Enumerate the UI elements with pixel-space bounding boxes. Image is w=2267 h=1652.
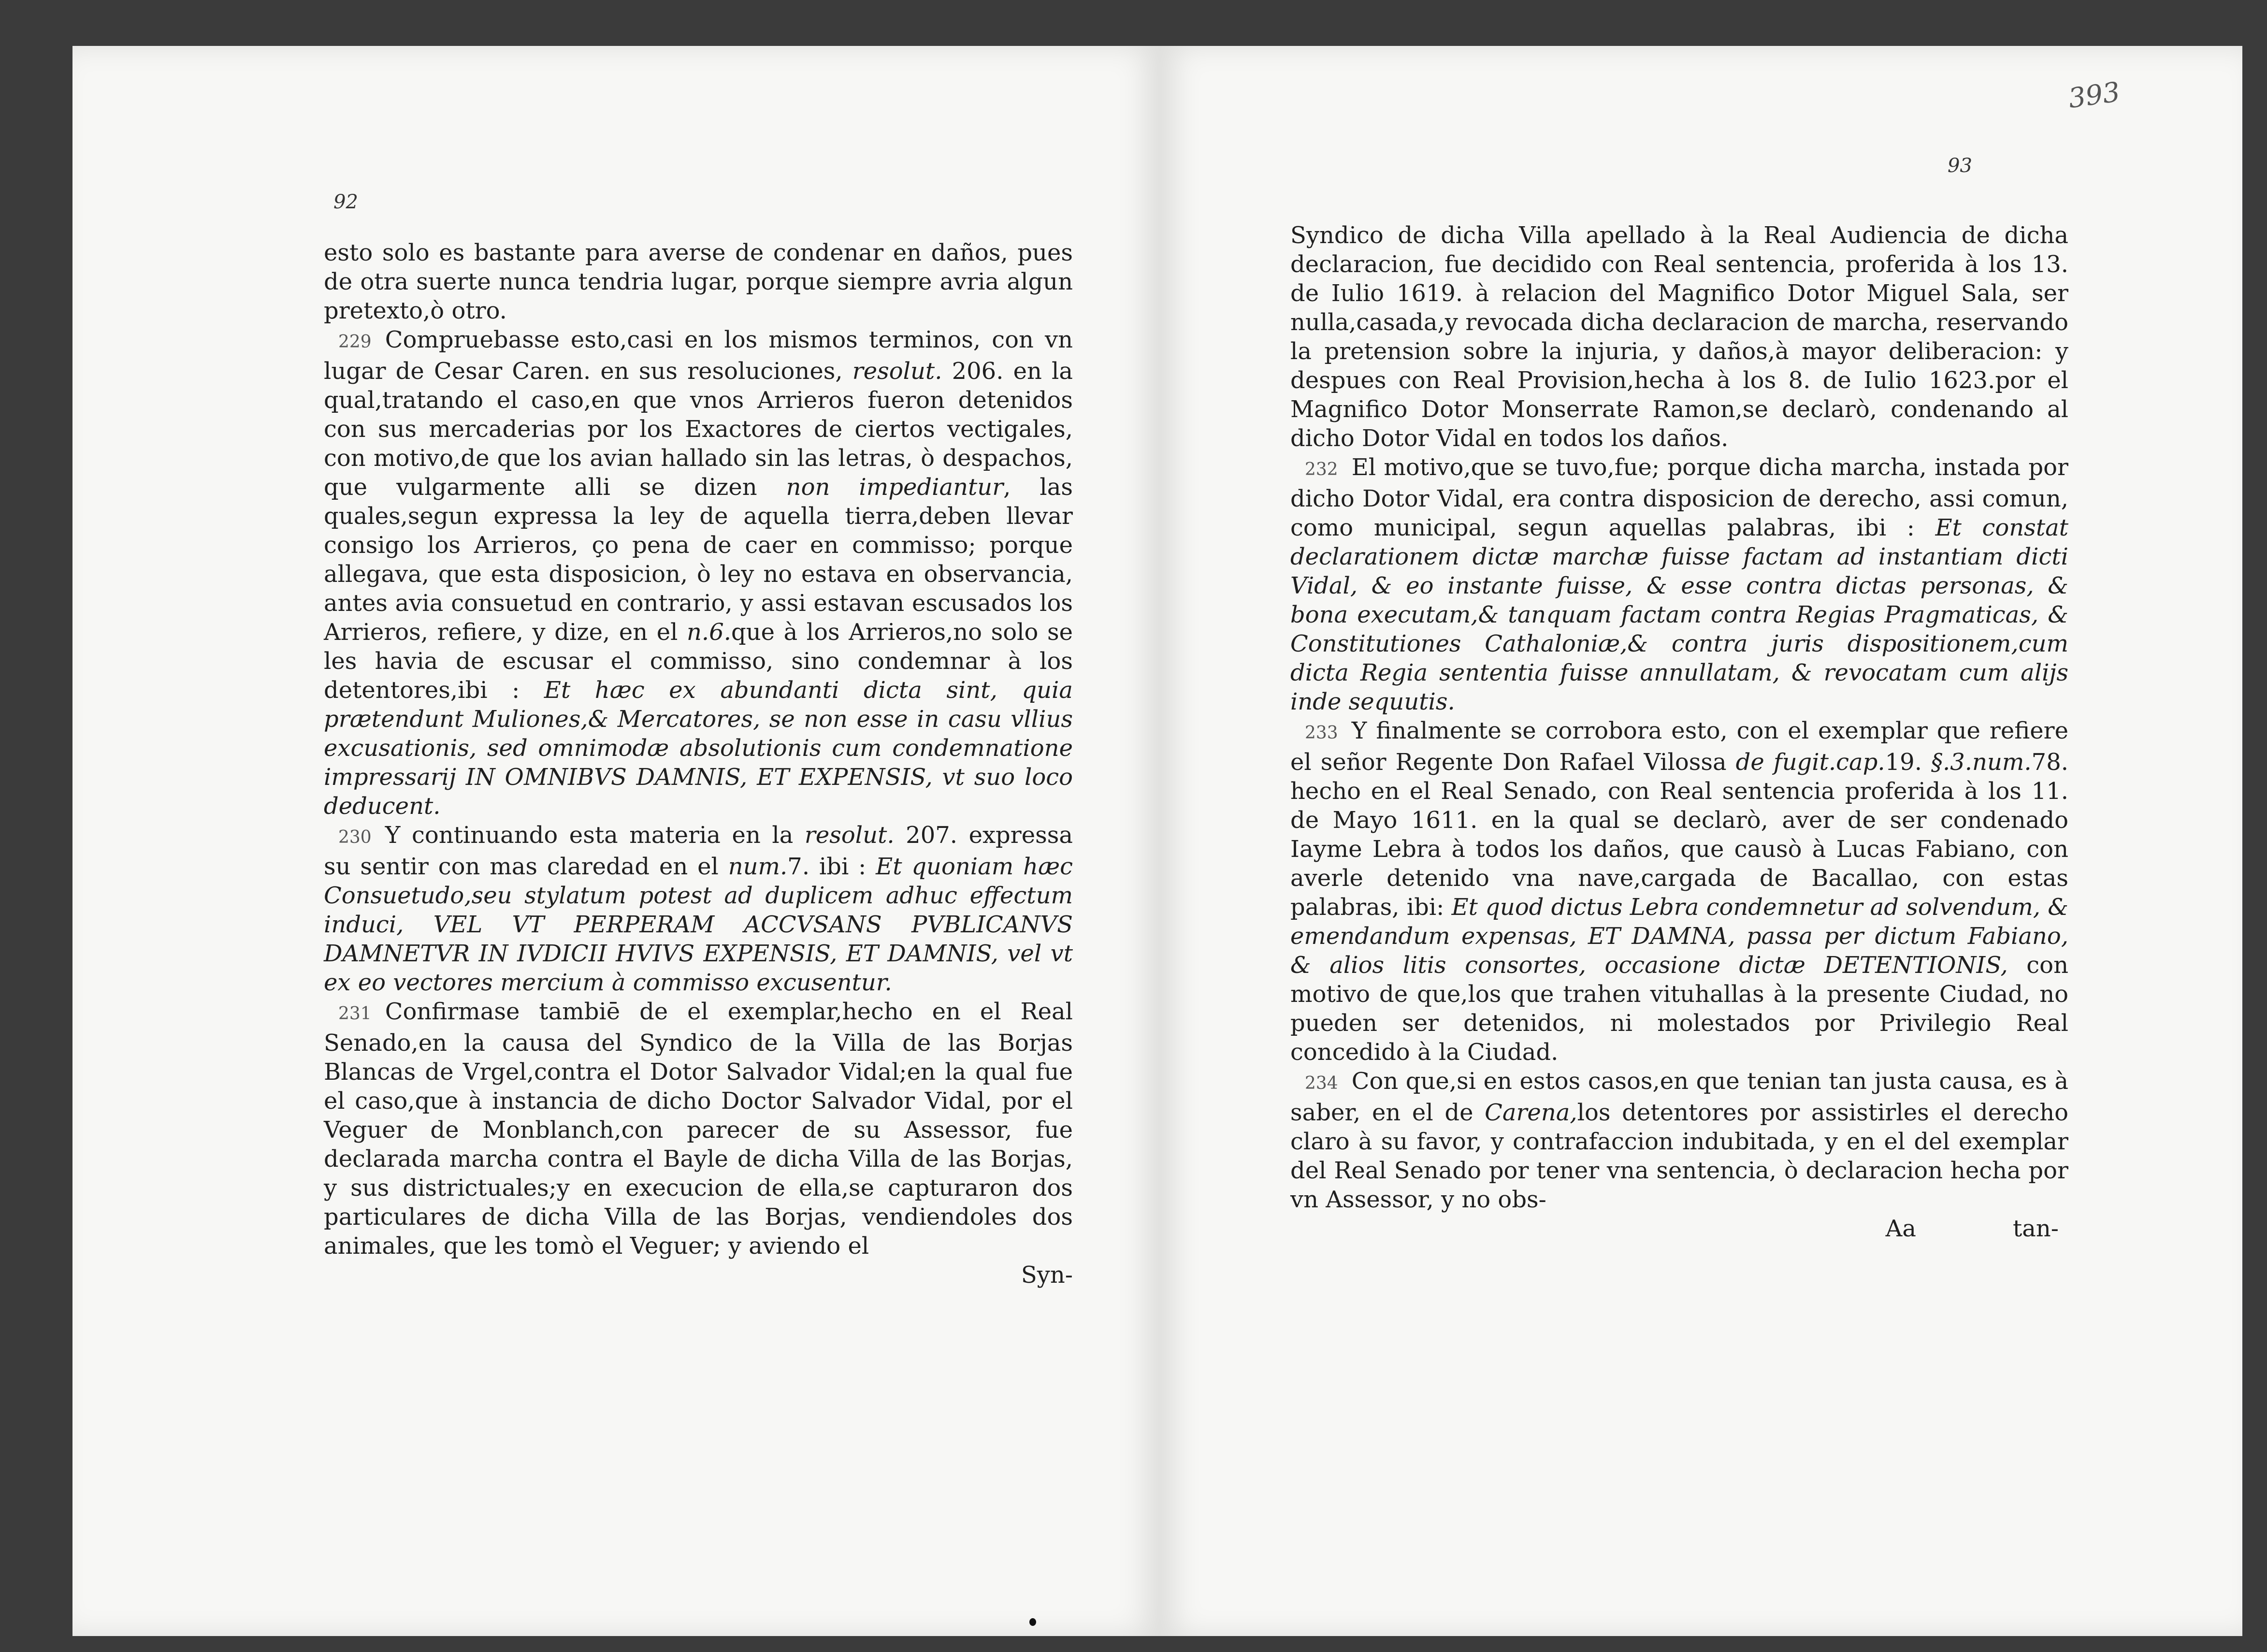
right-text-block <box>1290 221 2068 1243</box>
latin-quotation: Et hæc ex abundanti dicta sint, quia prætendunt Muliones,& Mercatores, se non esse in casu vllius excusationis, sed omnimodæ absolutionis cum condemnatione impressarij IN OMNIBVS DAMNIS, ET EXPENSIS, vt suo loco deducent. <box>324 677 1073 820</box>
text-segment: Confirmase tambiē de el exemplar,hecho en el Real Senado,en la causa del Syndico de la Villa de las Borjas Blancas de Vrgel,contra el Dotor Salvador Vidal;en la qual fue el caso,que à instancia de dicho Doctor Salvador Vidal, por el Veguer de Monblanch,con parecer de su Assessor, fue declarada marcha contra el Bayle de dicha Villa de las Borjas, y sus districtuales;y en execucion de ella,se capturaron dos particulares de dicha Villa de las Borjas, vendiendoles dos animales, que les tomò el Veguer; y aviendo el <box>324 998 1073 1260</box>
paragraph-number: 233 <box>1305 723 1338 743</box>
latin-quotation: Et constat declarationem dictæ marchæ fuisse factam ad instantiam dicti Vidal, & eo instante fuisse, & esse contra dictas personas, & bona executam,& tanquam factam contra Regias Pragmaticas, & Constitutiones Cathaloniæ,& contra juris dispositionem,cum dicta Regia sententia fuisse annullatam, & revocatam cum alijs inde sequutis. <box>1290 514 2069 715</box>
text-segment: El motivo,que se tuvo,fue; porque dicha marcha, instada por dicho Dotor Vidal, era contra disposicion de derecho, assi comun, como municipal, segun aquellas palabras, ibi : <box>1290 454 2068 541</box>
ink-spot <box>1029 1618 1036 1626</box>
left-text-block <box>324 238 1073 1290</box>
paragraph-number: 232 <box>1305 460 1338 479</box>
text-segment: 206. en la qual,tratando el caso,en que vnos Arrieros fueron detenidos con sus mercaderias por los Exactores de ciertos vectigales, con motivo,de que los avian hallado sin las letras, ò despachos, que vulgarmente alli se dizen <box>324 358 1073 501</box>
latin-quotation: de fugit.cap. <box>1735 749 1885 776</box>
latin-quotation: resolut. <box>852 358 942 385</box>
latin-quotation: Carena, <box>1485 1099 1577 1126</box>
paragraph <box>324 325 1073 821</box>
text-segment: , las quales,segun expressa la ley de aquella tierra,deben llevar consigo los Arrieros, ço pena de caer en commisso; porque allegava, que esta disposicion, ò ley no estava en observancia, antes avia consuetud en contrario, y assi estavan escusados los Arrieros, refiere, y dize, en el <box>324 474 1073 646</box>
paragraph-number: 230 <box>338 827 372 847</box>
text-segment: 7. ibi : <box>787 853 876 880</box>
paragraph <box>1290 1067 2068 1214</box>
paragraph <box>1290 453 2068 716</box>
text-segment: esto solo es bastante para averse de condenar en daños, pues de otra suerte nunca tendria lugar, porque siempre avria algun pretexto,ò otro. <box>324 239 1073 324</box>
paragraph-number: 234 <box>1305 1073 1338 1093</box>
paragraph-number: 229 <box>338 332 372 352</box>
catchword: Syn- <box>1021 1261 1073 1289</box>
latin-quotation: resolut. <box>804 822 895 849</box>
paragraph <box>324 997 1073 1261</box>
text-segment: Y continuando esta materia en la <box>385 822 805 849</box>
signature-mark: Aa <box>1885 1215 1916 1242</box>
text-segment: Compruebasse esto,casi en los mismos terminos, con vn lugar de Cesar Caren. en sus resoluciones, <box>324 326 1073 385</box>
page-number: 92 <box>333 191 358 213</box>
text-segment: 19. <box>1885 749 1931 776</box>
latin-quotation: non impediantur <box>786 474 1004 501</box>
paragraph <box>1290 716 2068 1067</box>
left-page <box>72 46 1160 1636</box>
text-segment: Y finalmente se corrobora esto, con el exemplar que refiere el señor Regente Don Rafael Vilossa <box>1290 717 2068 776</box>
page-number: 93 <box>1948 155 1972 177</box>
catchword: tan- <box>2012 1215 2059 1242</box>
paragraph <box>324 821 1073 997</box>
latin-quotation: §.3.num. <box>1931 749 2032 776</box>
text-segment: 207. expressa su sentir con mas claredad en el <box>324 822 1073 880</box>
text-segment: con motivo de que,los que trahen vituhallas à la presente Ciudad, no pueden ser detenidos, ni molestados por Privilegio Real concedido à la Ciudad. <box>1290 952 2068 1066</box>
paragraph-number: 231 <box>338 1004 372 1024</box>
right-page <box>1160 46 2242 1636</box>
text-segment: Syndico de dicha Villa apellado à la Real Audiencia de dicha declaracion, fue decidido con Real sentencia, proferida à los 13. de Iulio 1619. à relacion del Magnifico Dotor Miguel Sala, ser nulla,casada,y revocada dicha declaracion de marcha, reservando la pretension sobre la injuria, y daños,à mayor deliberacion: y despues con Real Provision,hecha à los 8. de Iulio 1623.por el Magnifico Dotor Monserrate Ramon,se declarò, condenando al dicho Dotor Vidal en todos los daños. <box>1290 222 2068 452</box>
paragraph <box>1290 221 2068 453</box>
text-segment: que à los Arrieros,no solo se les havia de escusar el commisso, sino condemnar à los detentores,ibi : <box>324 619 1073 704</box>
latin-quotation: num. <box>728 853 788 880</box>
latin-quotation: n.6. <box>687 619 731 646</box>
text-segment: Con que,si en estos casos,en que tenian tan justa causa, es à saber, en el de <box>1290 1068 2068 1126</box>
paragraph <box>324 238 1073 325</box>
latin-quotation: Et quoniam hæc Consuetudo,seu stylatum potest ad duplicem adhuc effectum induci, VEL VT PERPERAM ACCVSANS PVBLICANVS DAMNETVR IN IVDICII HVIVS EXPENSIS, ET DAMNIS, vel vt ex eo vectores mercium à commisso excusentur. <box>324 853 1073 996</box>
latin-quotation: Et quod dictus Lebra condemnetur ad solvendum, & emendandum expensas, ET DAMNA, passa per dictum Fabiano, & alios litis consortes, occasione dictæ DETENTIONIS, <box>1290 894 2068 979</box>
text-segment: los detentores por assistirles el derecho claro à su favor, y contrafaccion indubitada, y en el del exemplar del Real Senado por tener vna sentencia, ò declaracion hecha por vn Assessor, y no obs- <box>1290 1099 2068 1213</box>
archive-folio-mark: 393 <box>2066 76 2122 115</box>
text-segment: 78. hecho en el Real Senado, con Real sentencia proferida à los 11. de Mayo 1611. en la qual se declarò, aver de ser condenado Iayme Lebra à todos los daños, que causò à Lucas Fabiano, con averle detenido vna nave,cargada de Bacallao, con estas palabras, ibi: <box>1290 749 2068 921</box>
